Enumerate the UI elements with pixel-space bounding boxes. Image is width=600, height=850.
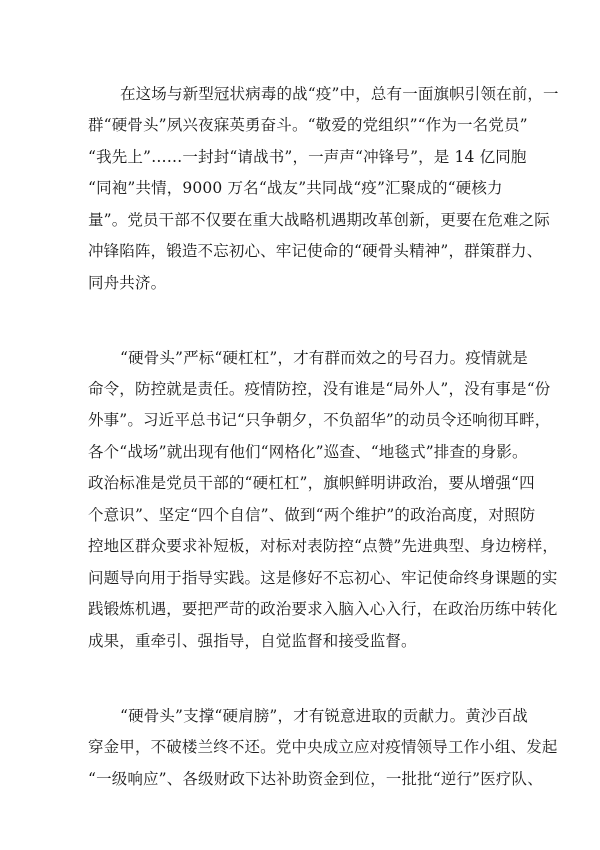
paragraph-2-line-10: 成果，重牵引、强指导，自觉监督和接受监督。	[88, 632, 417, 650]
paragraph-1-line-2: 群“硬骨头”夙兴夜寐英勇奋斗。“敬爱的党组织”“作为一名党员”	[88, 116, 528, 134]
paragraph-1-line-7: 同舟共济。	[88, 274, 167, 292]
paragraph-2-line-1: “硬骨头”严标“硬杠杠”，才有群而效之的号召力。疫情就是	[120, 349, 528, 367]
paragraph-3-line-2: 穿金甲，不破楼兰终不还。党中央成立应对疫情领导工作小组、发起	[88, 738, 558, 756]
paragraph-2-line-8: 问题导向用于指导实践。这是修好不忘初心、牢记使命终身课题的实	[88, 569, 558, 587]
paragraph-1-line-3: “我先上”……一封封“请战书”，一声声“冲锋号”，是 14 亿同胞	[88, 148, 527, 166]
paragraph-2-line-3: 外事”。习近平总书记“只争朝夕，不负韶华”的动员令还响彻耳畔，	[88, 411, 551, 429]
paragraph-1-line-4: “同袍”共情，9000 万名“战友”共同战“疫”汇聚成的“硬核力	[88, 179, 503, 197]
paragraph-2-line-2: 命令，防控就是责任。疫情防控，没有谁是“局外人”，没有事是“份	[88, 380, 551, 398]
paragraph-1-line-6: 冲锋陷阵，锻造不忘初心、牢记使命的“硬骨头精神”，群策群力、	[88, 242, 543, 260]
paragraph-3-line-1: “硬骨头”支撑“硬肩膀”，才有锐意进取的贡献力。黄沙百战	[120, 707, 528, 725]
paragraph-2-line-9: 践锻炼机遇，要把严苛的政治要求入脑入心入行，在政治历练中转化	[88, 600, 558, 618]
paragraph-1-line-5: 量”。党员干部不仅要在重大战略机遇期改革创新，更要在危难之际	[88, 211, 550, 229]
paragraph-1-line-1: 在这场与新型冠状病毒的战“疫”中，总有一面旗帜引领在前，一	[120, 85, 559, 103]
paragraph-2-line-4: 各个“战场”就出现有他们“网格化”巡查、“地毯式”排查的身影。	[88, 443, 528, 461]
paragraph-2-line-5: 政治标准是党员干部的“硬杠杠”，旗帜鲜明讲政治，要从增强“四	[88, 474, 535, 492]
paragraph-3-line-3: “一级响应”、各级财政下达补助资金到位，一批批“逆行”医疗队、	[88, 770, 543, 788]
paragraph-2-line-6: 个意识”、坚定“四个自信”、做到“两个维护”的政治高度，对照防	[88, 506, 536, 524]
paragraph-2-line-7: 控地区群众要求补短板，对标对表防控“点赞”先进典型、身边榜样，	[88, 537, 559, 555]
